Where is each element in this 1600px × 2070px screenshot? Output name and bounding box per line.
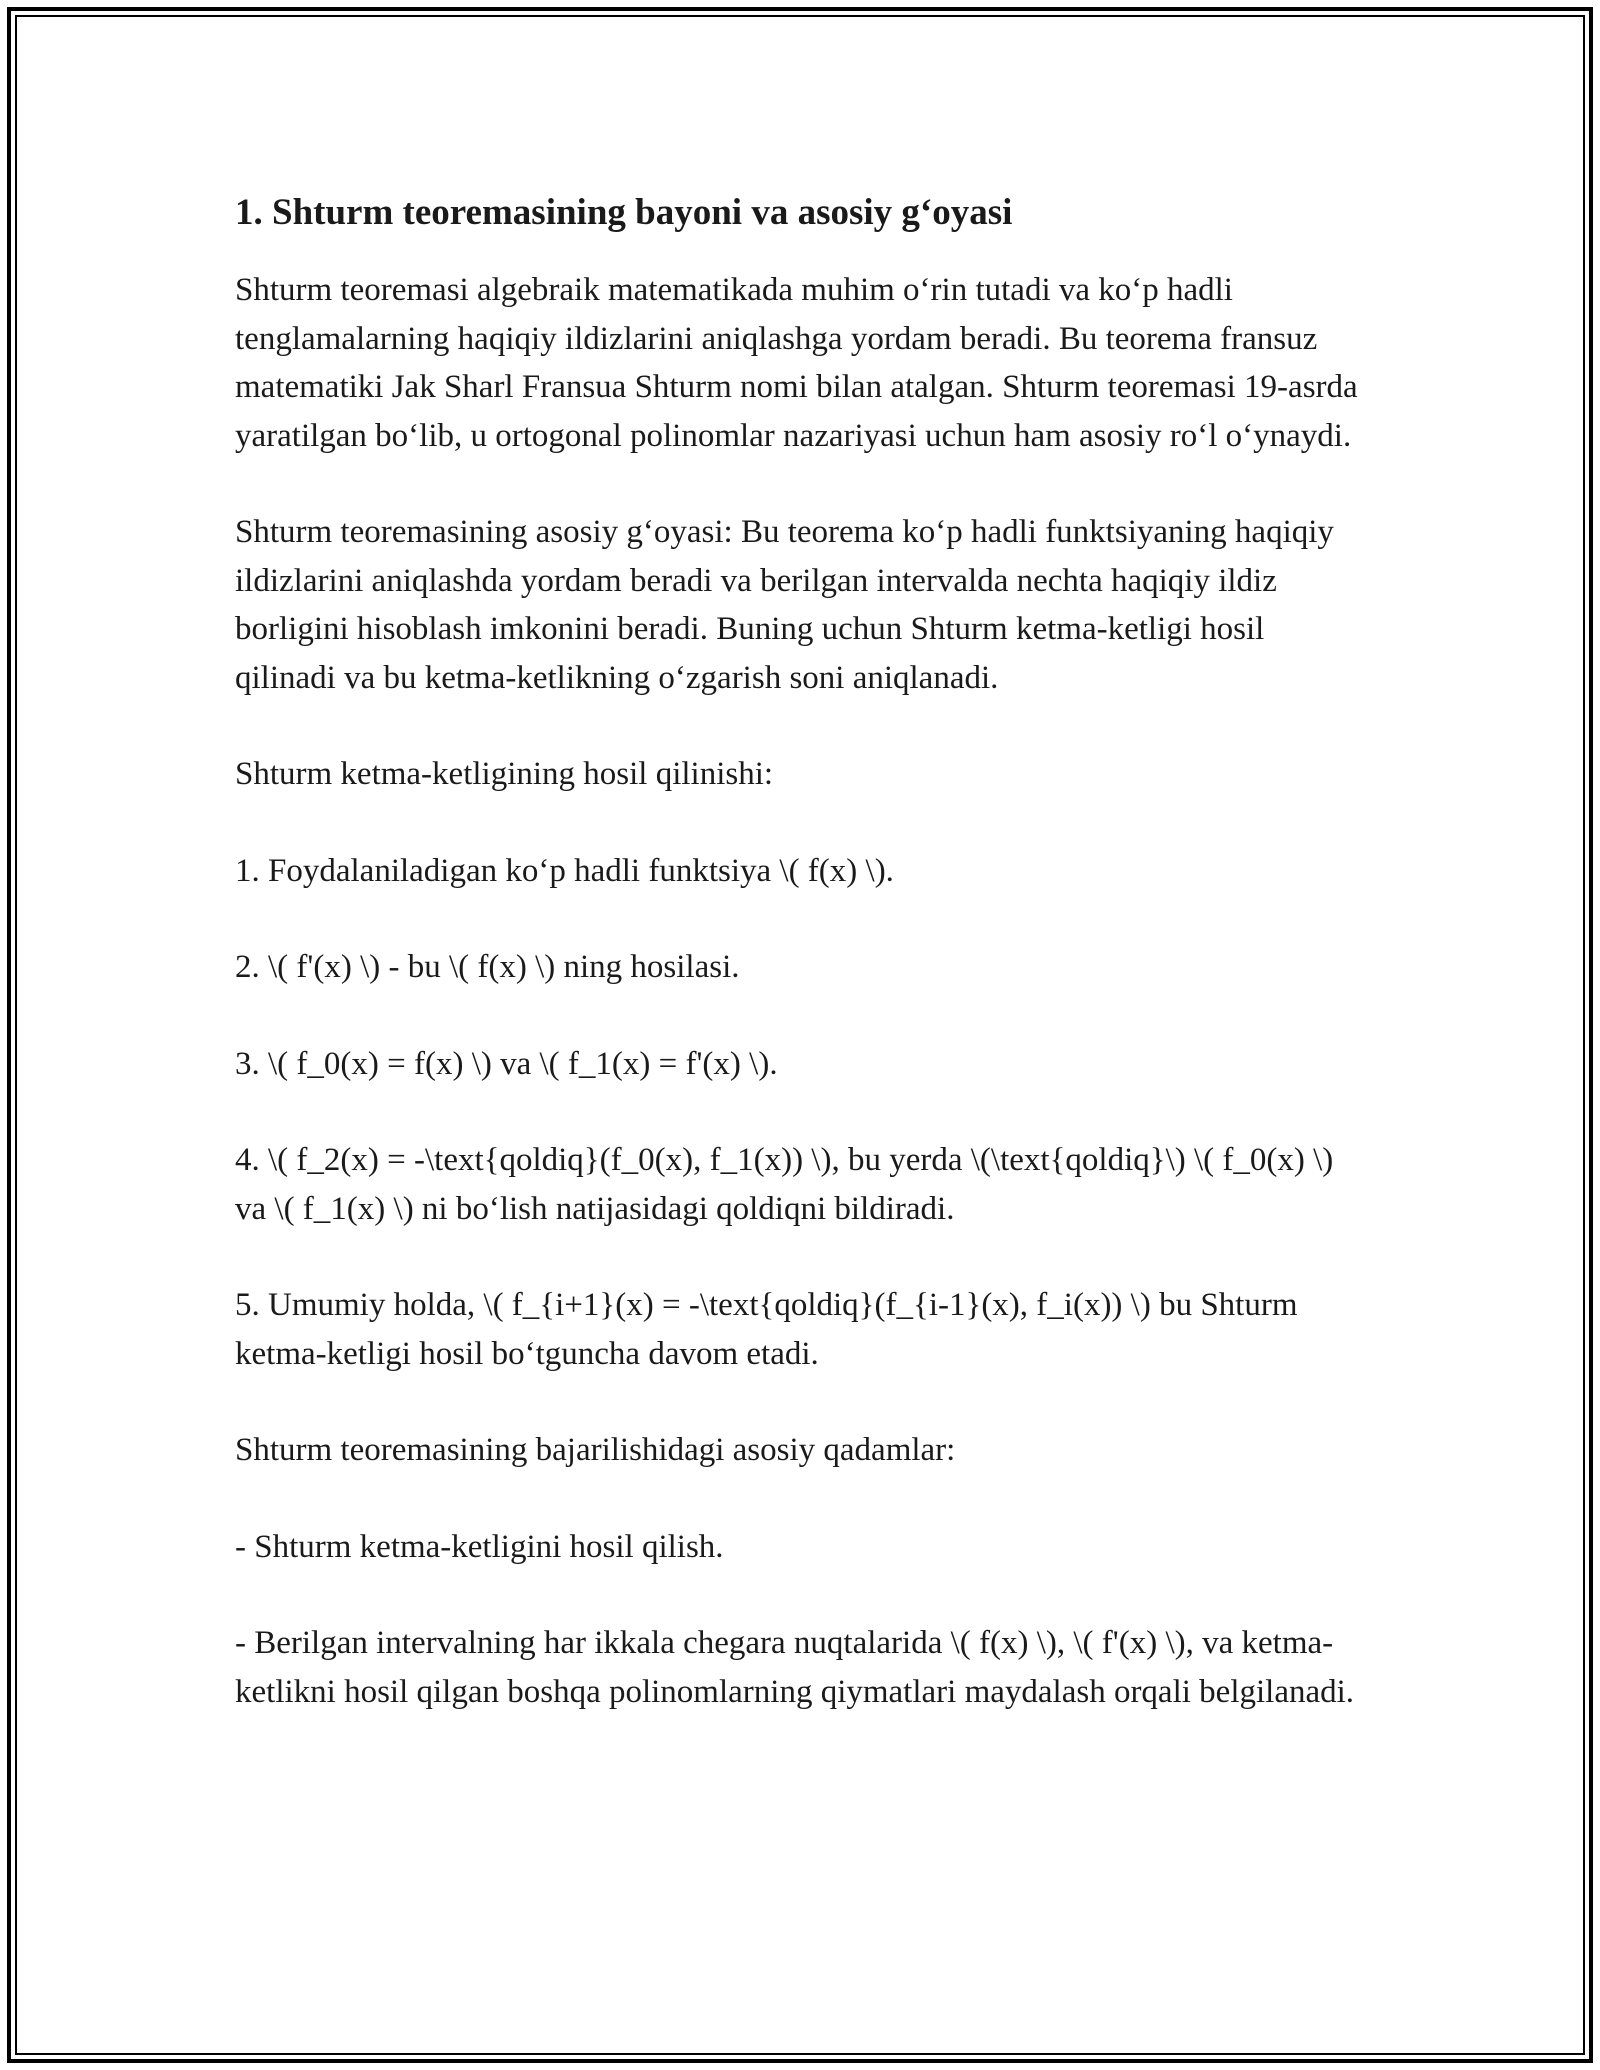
bullet-item-1: - Shturm ketma-ketligini hosil qilish.: [235, 1528, 724, 1565]
bullet-item-2: - Berilgan intervalning har ikkala chegara nuqtalarida \( f(x) \), \( f'(x) \), va ketma-ketlikni hosil qilgan boshqa polinomlarning qiymatlari maydalash orqali belgilanadi.: [235, 1625, 1355, 1710]
document-body: [235, 188, 1365, 1764]
paragraph-main-idea: Shturm teoremasining asosiy g‘oyasi: Bu teorema ko‘p hadli funktsiyaning haqiqiy ildizlarini aniqlashda yordam beradi va berilgan intervalda nechta haqiqiy ildiz borligini hisoblash imkonini beradi. Buning uchun Shturm ketma-ketligi hosil qilinadi va bu ketma-ketlikning o‘zgarish soni aniqlanadi.: [235, 514, 1334, 696]
list-item-step-2: 2. \( f'(x) \) - bu \( f(x) \) ning hosilasi.: [235, 949, 740, 985]
paragraph-intro: Shturm teoremasi algebraik matematikada muhim o‘rin tutadi va ko‘p hadli tenglamalarning haqiqiy ildizlarini aniqlashga yordam beradi. Bu teorema fransuz matematiki Jak Sharl Fransua Shturm nomi bilan atalgan. Shturm teoremasi 19-asrda yaratilgan bo‘lib, u ortogonal polinomlar nazariyasi uchun ham asosiy ro‘l o‘ynaydi.: [235, 272, 1358, 454]
paragraph-steps-title: Shturm teoremasining bajarilishidagi asosiy qadamlar:: [235, 1432, 956, 1468]
list-item-step-5: 5. Umumiy holda, \( f_{i+1}(x) = -\text{qoldiq}(f_{i-1}(x), f_i(x)) \) bu Shturm ketma-ketligi hosil bo‘tguncha davom etadi.: [235, 1287, 1298, 1372]
list-item-step-4: 4. \( f_2(x) = -\text{qoldiq}(f_0(x), f_1(x)) \), bu yerda \(\text{qoldiq}\) \( f_0(x) \) va \( f_1(x) \) ni bo‘lish natijasidagi qoldiqni bildiradi.: [235, 1142, 1334, 1227]
list-item-step-1: 1. Foydalaniladigan ko‘p hadli funktsiya \( f(x) \).: [235, 852, 894, 889]
section-heading: 1. Shturm teoremasining bayoni va asosiy g‘oyasi: [235, 192, 1013, 233]
paragraph-sequence-title: Shturm ketma-ketligining hosil qilinishi:: [235, 756, 774, 792]
list-item-step-3: 3. \( f_0(x) = f(x) \) va \( f_1(x) = f'(x) \).: [235, 1045, 778, 1082]
